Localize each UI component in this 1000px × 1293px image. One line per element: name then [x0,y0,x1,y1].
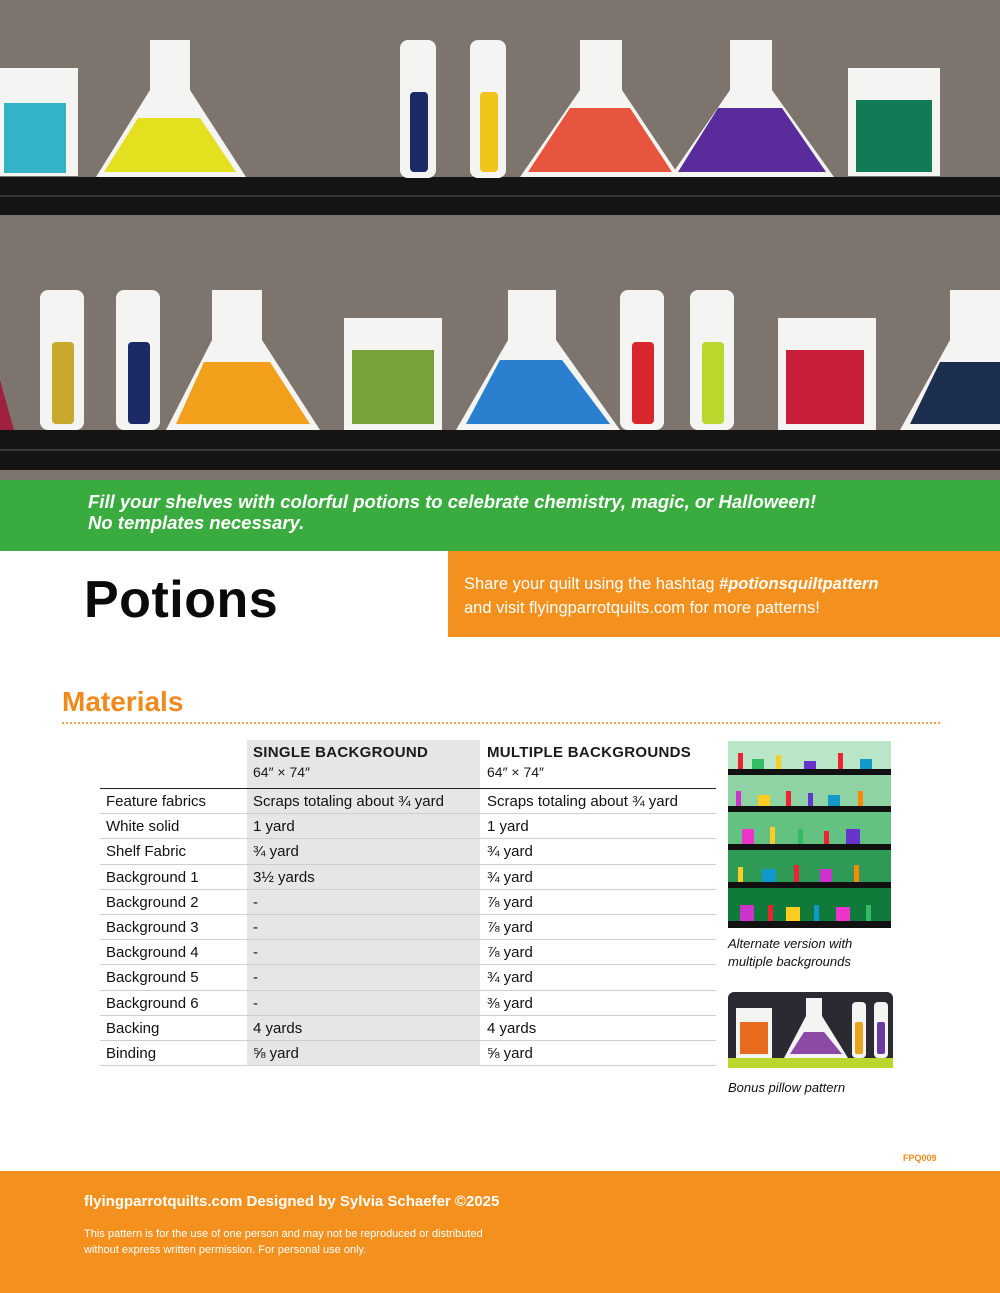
row-multiple: 4 yards [487,1019,537,1037]
row-single: ⅝ yard [253,1044,299,1062]
hashtag: #potionsquiltpattern [719,575,879,593]
table-row [100,865,716,890]
alternate-caption-line-1: Alternate version with [728,936,853,951]
tagline-line-1: Fill your shelves with colorful potions to celebrate chemistry, magic, or Halloween! [88,491,817,512]
alternate-caption-line-2: multiple backgrounds [728,954,851,969]
row-item: Background 3 [106,918,199,936]
hero-quilt-photo [0,0,1000,480]
row-single: 3½ yards [253,868,315,886]
row-multiple: ¾ yard [487,969,533,987]
pattern-code: FPQ009 [903,1153,937,1163]
row-multiple: Scraps totaling about ¾ yard [487,793,678,810]
callout-prefix: Share your quilt using the hashtag [464,575,720,593]
row-single: 4 yards [253,1019,303,1037]
row-single: ¾ yard [253,843,299,861]
alternate-quilt-illustration [728,741,891,928]
row-multiple: ⅞ yard [487,893,533,911]
row-item: White solid [106,818,180,836]
column-header-single [253,744,428,780]
table-row [100,965,716,990]
row-item: Backing [106,1019,160,1037]
alternate-version-image [728,741,891,928]
row-multiple: ¾ yard [487,868,533,886]
footer-notice-line-2: without express written permission. For personal use only. [84,1244,367,1256]
footer [0,1171,1000,1293]
tagline-line-2: No templates necessary. [88,512,305,533]
tagline-band [0,480,1000,551]
table-row [100,915,716,940]
table-row [100,1041,716,1066]
share-callout [448,551,1000,637]
table-row [100,1016,716,1041]
table-row [100,814,716,839]
row-item: Shelf Fabric [106,843,187,861]
materials-rows [100,789,716,1066]
row-single: - [253,893,258,911]
row-single: Scraps totaling about ¾ yard [253,793,444,810]
footer-designer: Designed by Sylvia Schaefer ©2025 [242,1193,500,1210]
alternate-caption [728,935,852,971]
row-item: Background 4 [106,944,199,962]
row-multiple: ⅝ yard [487,1044,533,1062]
pillow-caption: Bonus pillow pattern [728,1080,846,1095]
row-item: Background 5 [106,969,199,987]
row-multiple: ¾ yard [487,843,533,861]
column-header-multiple [487,744,691,780]
row-item: Background 6 [106,994,199,1012]
footer-notice-line-1: This pattern is for the use of one person and may not be reproduced or distributed [84,1228,483,1240]
callout-line-2: and visit flyingparrotquilts.com for more patterns! [464,599,820,617]
row-single: - [253,969,258,987]
footer-credit [84,1193,499,1210]
callout-line-1 [464,572,1000,596]
table-row [100,839,716,864]
pillow-illustration [728,992,893,1068]
row-item: Background 1 [106,868,199,886]
row-single: - [253,994,258,1012]
row-single: - [253,918,258,936]
row-item: Background 2 [106,893,199,911]
column-header-multiple-label: MULTIPLE BACKGROUNDS [487,744,692,761]
footer-notice [84,1226,524,1258]
pillow-pattern-image [728,992,893,1068]
materials-divider [62,722,940,724]
column-header-single-label: SINGLE BACKGROUND [253,744,429,761]
table-row [100,940,716,965]
table-row [100,789,716,814]
table-row [100,991,716,1016]
column-header-multiple-size: 64″ × 74″ [487,764,545,780]
quilt-illustration [0,0,1000,480]
row-multiple: 1 yard [487,818,529,836]
footer-site-link[interactable]: flyingparrotquilts.com [84,1193,243,1210]
row-single: - [253,944,258,962]
row-multiple: ⅞ yard [487,944,533,962]
row-item: Binding [106,1044,157,1062]
row-single: 1 yard [253,818,295,836]
row-item: Feature fabrics [106,793,207,810]
row-multiple: ⅞ yard [487,918,533,936]
materials-heading: Materials [62,686,184,717]
column-header-single-size: 64″ × 74″ [253,764,311,780]
table-row [100,890,716,915]
row-multiple: ⅜ yard [487,994,533,1012]
page-title: Potions [84,571,279,629]
